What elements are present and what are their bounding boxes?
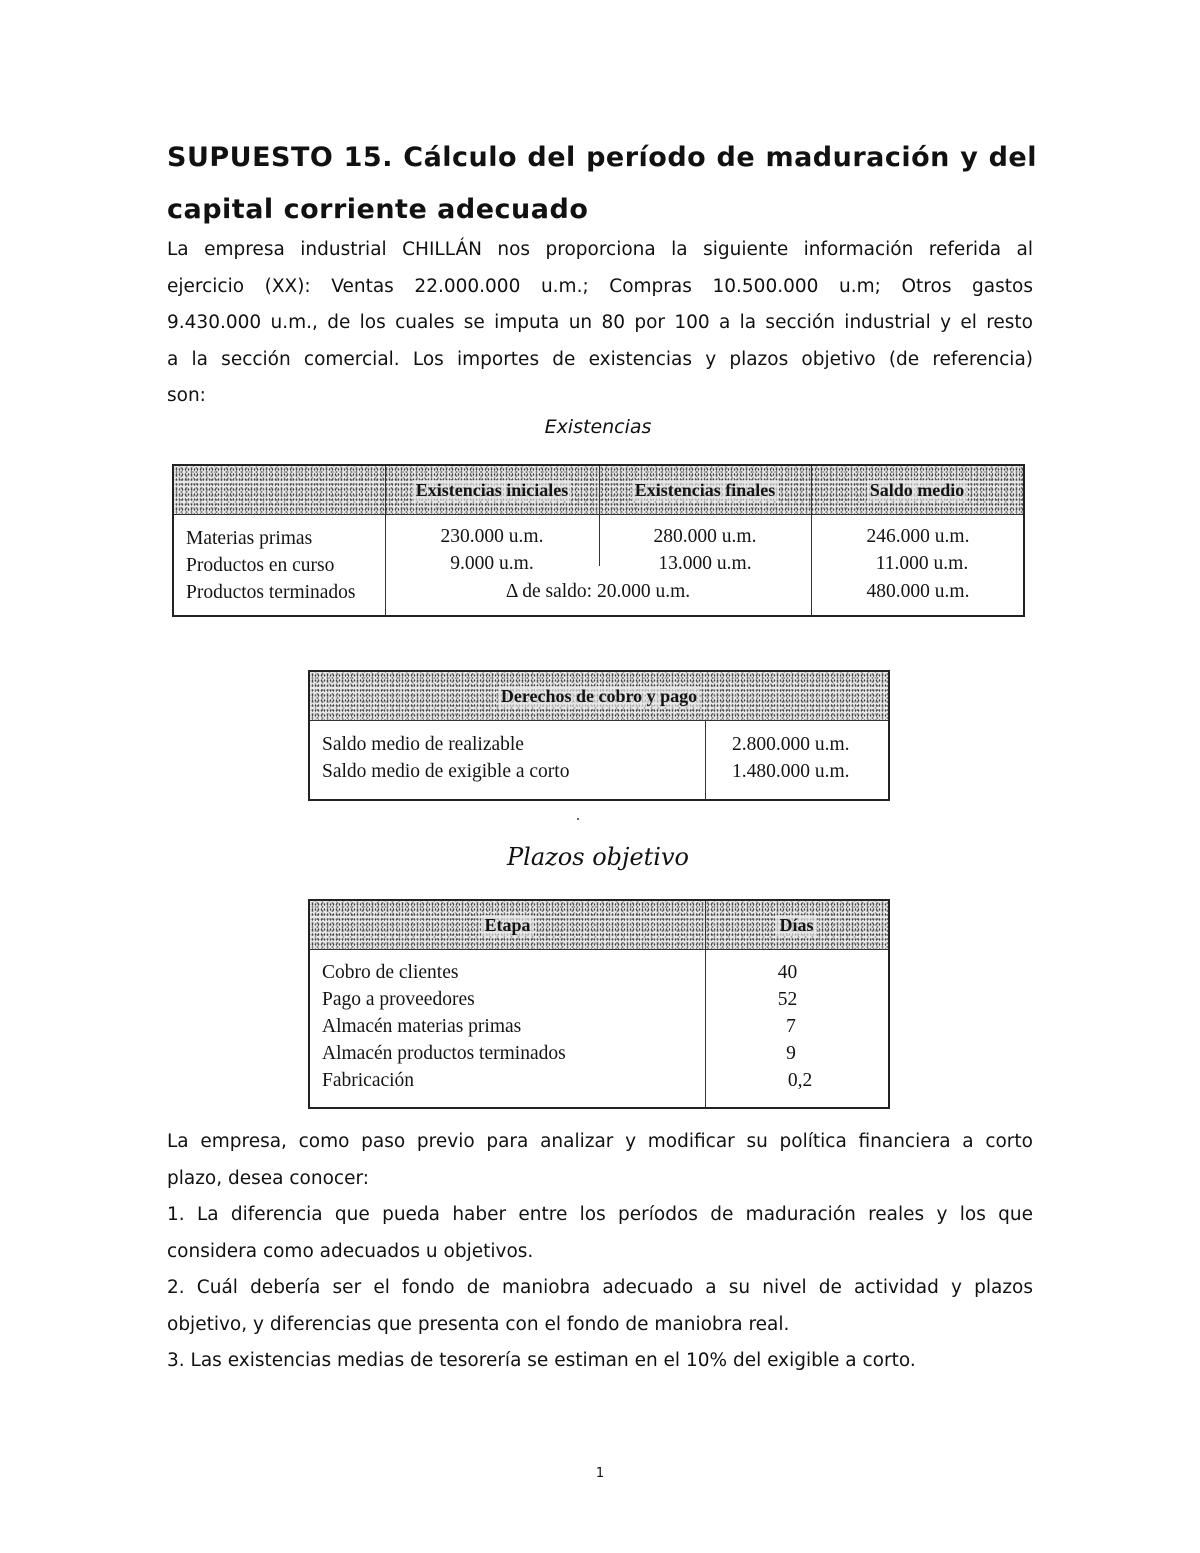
delta-saldo-cell: Δ de saldo: 20.000 u.m.: [505, 581, 691, 602]
closing-line: considera como adecuados u objetivos.: [167, 1240, 534, 1262]
column-divider: [599, 466, 600, 566]
header-derechos: Derechos de cobro y pago: [498, 686, 700, 707]
row-label-materias-primas: Materias primas: [186, 528, 313, 549]
row-label-almacen-materias: Almacén materias primas: [322, 1016, 522, 1037]
plazos-table: [308, 899, 890, 1109]
row-label-realizable: Saldo medio de realizable: [322, 734, 524, 755]
value-cell: 7: [786, 1016, 796, 1037]
header-dias: Días: [776, 915, 816, 936]
row-label-almacen-productos: Almacén productos terminados: [322, 1043, 566, 1064]
value-cell: 1.480.000 u.m.: [732, 761, 850, 782]
value-cell: 246.000 u.m.: [866, 526, 970, 547]
value-cell: 13.000 u.m.: [658, 553, 752, 574]
intro-line: ejercicio (XX): Ventas 22.000.000 u.m.; Compras 10.500.000 u.m; Otros gastos: [167, 275, 1033, 297]
title-line-2: capital corriente adecuado: [167, 194, 589, 225]
derechos-header: [310, 672, 888, 721]
existencias-caption: Existencias: [544, 416, 652, 438]
plazos-header: [310, 901, 888, 950]
value-cell: 40: [777, 962, 798, 983]
header-saldo-medio: Saldo medio: [867, 480, 968, 501]
value-cell: 0,2: [787, 1070, 813, 1091]
closing-paragraph: [167, 1124, 1033, 1380]
closing-line: 2. Cuál debería ser el fondo de maniobra adecuado a su nivel de actividad y plazos: [167, 1277, 1033, 1298]
closing-line: plazo, desea conocer:: [167, 1167, 369, 1189]
closing-line: 3. Las existencias medias de tesorería se estiman en el 10% del exigible a corto.: [167, 1350, 916, 1371]
intro-line: La empresa industrial CHILLÁN nos proporciona la siguiente información referida al: [167, 239, 1033, 260]
stray-mark: [577, 818, 579, 820]
intro-line: 9.430.000 u.m., de los cuales se imputa un 80 por 100 a la sección industrial y el resto: [167, 312, 1033, 333]
row-label-productos-en-curso: Productos en curso: [186, 555, 335, 576]
closing-line: 1. La diferencia que pueda haber entre los períodos de maduración reales y los que: [167, 1204, 1033, 1225]
intro-line: son:: [167, 385, 206, 406]
value-cell: 11.000 u.m.: [875, 553, 969, 574]
value-cell: 9.000 u.m.: [450, 553, 534, 574]
derechos-table: [308, 670, 890, 801]
title-line-1: SUPUESTO 15. Cálculo del período de maduración y del: [167, 142, 1037, 173]
value-cell: 280.000 u.m.: [653, 526, 757, 547]
plazos-caption: Plazos objetivo: [507, 843, 689, 871]
document-title: [167, 132, 1037, 236]
header-etapa: Etapa: [481, 915, 533, 936]
page-number: 1: [595, 1466, 605, 1481]
column-divider: [705, 720, 706, 799]
value-cell: 2.800.000 u.m.: [732, 734, 850, 755]
value-cell: 480.000 u.m.: [866, 581, 970, 602]
row-label-cobro-clientes: Cobro de clientes: [322, 962, 459, 983]
header-existencias-finales: Existencias finales: [632, 480, 779, 501]
row-label-pago-proveedores: Pago a proveedores: [322, 989, 475, 1010]
existencias-table: [172, 464, 1025, 617]
intro-paragraph: [167, 232, 1033, 415]
value-cell: 52: [777, 989, 798, 1010]
row-label-productos-terminados: Productos terminados: [186, 582, 356, 603]
row-label-fabricacion: Fabricación: [322, 1070, 415, 1091]
closing-line: objetivo, y diferencias que presenta con el fondo de maniobra real.: [167, 1313, 790, 1335]
header-existencias-iniciales: Existencias iniciales: [413, 480, 572, 501]
intro-line: a la sección comercial. Los importes de existencias y plazos objetivo (de referencia): [167, 348, 1033, 370]
value-cell: 230.000 u.m.: [440, 526, 544, 547]
row-label-exigible: Saldo medio de exigible a corto: [322, 761, 570, 782]
closing-line: La empresa, como paso previo para analizar y modificar su política financiera a corto: [167, 1131, 1033, 1152]
value-cell: 9: [786, 1043, 796, 1064]
